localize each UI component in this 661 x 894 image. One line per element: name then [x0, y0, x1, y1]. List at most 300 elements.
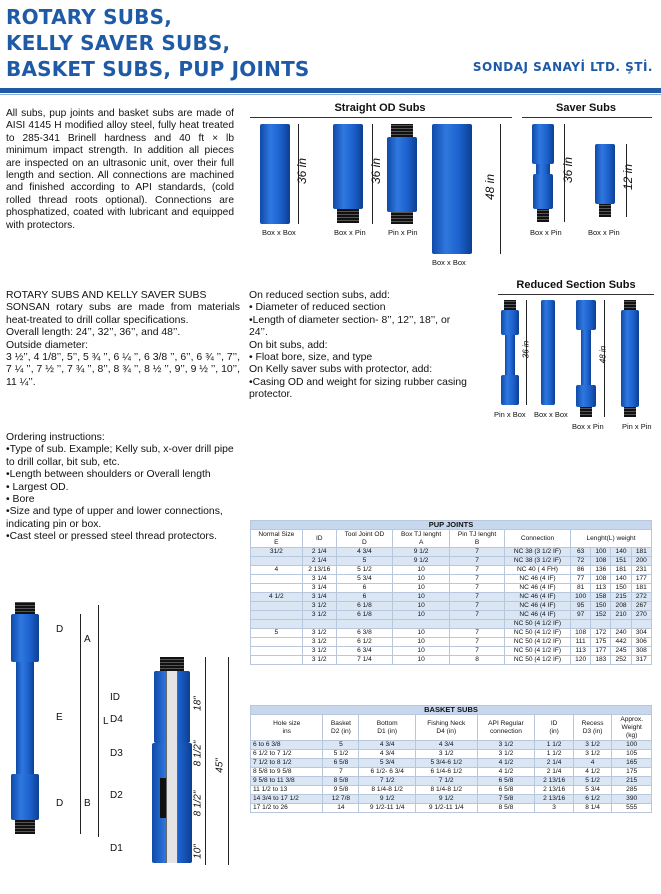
table-cell: 8 1/4-8 1/2 [416, 786, 478, 795]
table-cell: 2 1/4 [535, 759, 574, 768]
table-cell: 10 [393, 629, 450, 638]
table-cell: 9 1/2 [359, 795, 416, 804]
reduced-pipe [576, 300, 596, 330]
table-cell: NC 40 ( 4 FH) [504, 566, 570, 575]
table-cell: 6 3/8 [336, 629, 392, 638]
table-cell: 181 [611, 566, 631, 575]
table-cell: NC 46 (4 IF) [504, 611, 570, 620]
dim-D: D [56, 798, 64, 809]
table-cell: 6 1/2 [573, 795, 612, 804]
table-cell: 7 [450, 575, 505, 584]
table-cell: 6 [336, 593, 392, 602]
table-cell: 5 3/4-6 1/2 [416, 759, 478, 768]
pin-thread [599, 204, 611, 217]
table-cell: 10 [393, 611, 450, 620]
table-cell: 6 1/8 [336, 602, 392, 611]
table-cell: 308 [631, 647, 651, 656]
dim-label: 18" [192, 696, 204, 711]
dimension-line [98, 605, 99, 837]
table-cell: 208 [611, 602, 631, 611]
table-row [251, 548, 652, 557]
table-cell: 172 [591, 629, 611, 638]
table-cell: 285 [612, 786, 652, 795]
table-cell: 7 [450, 593, 505, 602]
table-cell: 111 [571, 638, 591, 647]
dim-A: A [84, 634, 91, 645]
rotary-line: 3 ½’’, 4 1/8’’, 5’’, 5 ¾ ’’, 6 ¼ ’’, 6 3/8 ’’, 6’’, 6 ¾ ’’, 7’’, 7 ¼ ’’, 7 ½ ’’, 7 ¾ ’’, 8’’, 8 ¾ ’’, 8 ½ ’’, 9’’, 9 ½ ’’, 10’’, 11 ¼’’. [6, 352, 240, 388]
table-cell: 272 [631, 593, 651, 602]
note-line: On Kelly saver subs with protector, add: [249, 364, 433, 376]
table-cell: NC 46 (4 IF) [504, 575, 570, 584]
dim-label: 8 1/2" [192, 790, 204, 817]
table-cell: 97 [571, 611, 591, 620]
table-cell: NC 50 (4 1/2 IF) [504, 656, 570, 665]
table-cell: 86 [571, 566, 591, 575]
table-row [251, 750, 652, 759]
rotary-section [6, 290, 240, 389]
table-cell: 10 [393, 575, 450, 584]
reduced-pipe [501, 310, 519, 335]
table-row [251, 566, 652, 575]
title-line: ROTARY SUBS, [6, 5, 173, 29]
table-cell: NC 38 (3 1/2 IF) [504, 557, 570, 566]
pipe-box-box [260, 124, 290, 224]
table-cell: 3 1/4 [302, 593, 336, 602]
table-cell [450, 620, 505, 629]
reduced-pipe-box-box [541, 300, 555, 405]
table-title: PUP JOINTS [251, 521, 652, 530]
table-cell: 14 [323, 804, 359, 813]
table-cell: 10 [393, 584, 450, 593]
table-cell: 4 1/2 [477, 768, 535, 777]
table-cell: 5 3/4 [336, 575, 392, 584]
title-line: BASKET SUBS, PUP JOINTS [6, 57, 310, 81]
table-cell: 4 3/4 [359, 741, 416, 750]
table-cell: 2 1/4 [302, 557, 336, 566]
table-cell: 4 3/4 [416, 741, 478, 750]
table-cell: 6 3/4 [336, 647, 392, 656]
table-cell: 108 [591, 557, 611, 566]
table-cell: NC 46 (4 IF) [504, 584, 570, 593]
table-cell: 152 [591, 611, 611, 620]
table-cell: 7 [450, 647, 505, 656]
dim-label: 36 in [561, 156, 575, 184]
table-cell: 2 13/16 [535, 795, 574, 804]
table-cell: 7 1/2 [359, 777, 416, 786]
table-cell: 6 1/2- 6 3/4 [359, 768, 416, 777]
table-cell: 7 [450, 611, 505, 620]
table-cell: 3 1/2 [573, 750, 612, 759]
table-cell: API Regular connection [477, 715, 535, 741]
dim-label: 8 1/2" [192, 740, 204, 767]
table-cell: 140 [611, 575, 631, 584]
table-cell: 5 [336, 557, 392, 566]
table-cell: Approx. Weight (kg) [612, 715, 652, 741]
dim-D4: D4 [110, 714, 123, 725]
pin-thread [537, 209, 549, 222]
table-row [251, 768, 652, 777]
table-cell: 3 [535, 804, 574, 813]
dim-label: 48 in [598, 345, 608, 364]
ordering-item: •Size and type of upper and lower connections, indicating pin or box. [6, 506, 223, 530]
reduced-pipe [501, 375, 519, 405]
dim-D2: D2 [110, 790, 123, 801]
rotary-line: Outside diameter: [6, 339, 89, 351]
table-cell: 3 1/2 [302, 656, 336, 665]
table-cell: Bottom D1 (in) [359, 715, 416, 741]
table-cell [631, 620, 651, 629]
table-cell: 11 1/2 to 13 [251, 786, 323, 795]
ordering-section [6, 432, 240, 544]
table-cell: NC 46 (4 IF) [504, 593, 570, 602]
table-cell: 9 1/2-11 1/4 [359, 804, 416, 813]
table-cell: NC 50 (4 1/2 IF) [504, 629, 570, 638]
pin-thread [580, 407, 592, 417]
table-cell: 2 13/16 [535, 777, 574, 786]
table-cell: 136 [591, 566, 611, 575]
table-row [251, 759, 652, 768]
dim-D: D [56, 624, 64, 635]
reduced-pipe-pin-pin [621, 310, 639, 407]
dim-label: 36 in [295, 157, 309, 185]
table-row [251, 647, 652, 656]
table-cell: 100 [591, 548, 611, 557]
table-cell [611, 620, 631, 629]
caption: Box x Box [534, 410, 568, 419]
table-row [251, 629, 652, 638]
straight-od-rule [250, 117, 512, 118]
pipe-box-box-48 [432, 124, 472, 254]
table-cell: 555 [612, 804, 652, 813]
table-cell: Pin TJ lenght B [450, 530, 505, 548]
table-body [251, 548, 652, 665]
table-cell: 113 [571, 647, 591, 656]
table-cell: 2 1/4 [535, 768, 574, 777]
table-cell: 8 5/8 [477, 804, 535, 813]
table-cell: 181 [631, 548, 651, 557]
reduced-pipe [576, 385, 596, 407]
table-cell [251, 620, 303, 629]
ordering-title: Ordering instructions: [6, 432, 105, 443]
table-cell: NC 50 (4 1/2 IF) [504, 647, 570, 656]
basket-slot [160, 778, 166, 818]
table-cell: NC 50 (4 1/2 IF) [504, 638, 570, 647]
table-header-row [251, 715, 652, 741]
table-cell: Lenght(L) weight [571, 530, 652, 548]
table-cell: 113 [591, 584, 611, 593]
intro-text: All subs, pup joints and basket subs are made of AISI 4145 H modified alloy steel, fully heat treated to 285-341 Brinell hardness and 40 ft × lb minimum impact strength. In addition all pieces are inspected on an ultrasonic unit, over their full length and section. All connections are machined and finished according to API standards, (cold rolled thread roots optional). Connections are phosphatized, coated with lubricant and equipped with protectors. [6, 108, 234, 231]
table-cell [251, 584, 303, 593]
table-cell: 304 [631, 629, 651, 638]
table-cell: Hole size ins [251, 715, 323, 741]
table-cell: 100 [612, 741, 652, 750]
pup-joints-table [250, 520, 652, 665]
header-divider-thin [0, 94, 661, 95]
table-cell: 9 1/2 [416, 795, 478, 804]
note-line: • Diameter of reduced section [249, 302, 386, 314]
table-cell: 105 [612, 750, 652, 759]
reduced-notes [249, 290, 471, 402]
table-cell: 2 13/16 [535, 786, 574, 795]
table-cell: 151 [611, 557, 631, 566]
straight-od-title: Straight OD Subs [334, 102, 426, 114]
table-cell: 7 [323, 768, 359, 777]
caption: Box x Pin [530, 228, 562, 237]
table-cell: 8 5/8 [323, 777, 359, 786]
table-cell: 12 7/8 [323, 795, 359, 804]
reduced-rule [498, 294, 654, 295]
dim-D1: D1 [110, 843, 123, 854]
caption: Box x Pin [588, 228, 620, 237]
table-cell: 231 [631, 566, 651, 575]
table-row [251, 611, 652, 620]
table-cell: 100 [571, 593, 591, 602]
table-cell [336, 620, 392, 629]
dim-label: 36 in [521, 340, 531, 359]
pipe-pin-pin [387, 137, 417, 212]
rotary-line: Overall length: 24’’, 32’’, 36’’, and 48’’. [6, 327, 181, 339]
table-cell: 7 5/8 [477, 795, 535, 804]
table-cell: 3 1/2 [302, 602, 336, 611]
table-cell: 108 [571, 629, 591, 638]
pin-thread [391, 212, 413, 224]
table-cell: 181 [631, 584, 651, 593]
table-cell: 150 [611, 584, 631, 593]
pin-thread [391, 124, 413, 137]
dimension-line [500, 124, 501, 254]
table-cell: 5 3/4 [359, 759, 416, 768]
dimension-line [80, 614, 81, 834]
table-cell: 5 3/4 [573, 786, 612, 795]
note-line: •Length of diameter section- 8’’, 12’’, 18’’, or 24’’. [249, 314, 451, 339]
table-cell: 8 1/4-8 1/2 [359, 786, 416, 795]
table-cell: 3 1/2 [477, 741, 535, 750]
table-cell: 10 [393, 656, 450, 665]
table-cell: 7 [450, 566, 505, 575]
table-cell [251, 575, 303, 584]
table-cell: 1 1/2 [535, 741, 574, 750]
table-header [251, 715, 652, 741]
pin-thread [337, 209, 359, 223]
table-cell: 5 [323, 741, 359, 750]
dimension-line [228, 657, 229, 865]
saver-pipe-neck [536, 164, 550, 174]
table-row [251, 741, 652, 750]
table-cell: 95 [571, 602, 591, 611]
table-cell: 215 [612, 777, 652, 786]
ordering-item: • Bore [6, 494, 35, 506]
table-cell: 9 5/8 [323, 786, 359, 795]
ordering-item: •Length between shoulders or Overall length [6, 469, 211, 481]
table-cell: 7 1/2 [416, 777, 478, 786]
table-row [251, 786, 652, 795]
table-cell [251, 647, 303, 656]
caption: Box x Box [432, 258, 466, 267]
table-cell: 31/2 [251, 548, 303, 557]
table-cell: 7 [450, 638, 505, 647]
table-cell: 7 1/4 [336, 656, 392, 665]
table-cell: 8 [450, 656, 505, 665]
pin-thread [504, 300, 516, 310]
dim-B: B [84, 798, 91, 809]
rotary-heading: ROTARY SUBS AND KELLY SAVER SUBS [6, 290, 207, 301]
table-cell: 7 [450, 602, 505, 611]
table-cell: 108 [591, 575, 611, 584]
table-cell: 9 1/2 [393, 557, 450, 566]
table-cell: 3 1/2 [573, 741, 612, 750]
table-cell: 3 1/4 [302, 575, 336, 584]
note-line: • Float bore, size, and type [249, 352, 373, 364]
table-cell: 10 [393, 566, 450, 575]
title-line: KELLY SAVER SUBS, [6, 31, 231, 55]
table-cell: 3 1/2 [302, 629, 336, 638]
table-row [251, 620, 652, 629]
table-cell: 2 13/16 [302, 566, 336, 575]
table-cell: 3 1/2 [302, 638, 336, 647]
caption: Pin x Pin [388, 228, 418, 237]
caption: Pin x Box [494, 410, 526, 419]
table-cell: 177 [631, 575, 651, 584]
table-cell: 175 [612, 768, 652, 777]
pin-thread [15, 602, 35, 614]
saver-pipe-lower [533, 174, 553, 209]
table-row [251, 804, 652, 813]
note-line: On bit subs, add: [249, 339, 328, 351]
table-cell: 10 [393, 593, 450, 602]
table-cell: 165 [612, 759, 652, 768]
table-cell: 6 1/2 [336, 638, 392, 647]
table-cell: 7 [450, 548, 505, 557]
table-cell: 17 1/2 to 26 [251, 804, 323, 813]
table-cell: 5 1/2 [573, 777, 612, 786]
pin-thread [624, 300, 636, 310]
table-cell [571, 620, 591, 629]
table-cell: 175 [591, 638, 611, 647]
table-cell: 6 1/2 to 7 1/2 [251, 750, 323, 759]
reduced-pipe-neck [581, 330, 591, 385]
dim-label: 45" [214, 758, 226, 773]
table-cell: 240 [611, 629, 631, 638]
table-cell: 4 [251, 566, 303, 575]
table-row [251, 602, 652, 611]
table-cell: Recess D3 (in) [573, 715, 612, 741]
table-cell: ID [302, 530, 336, 548]
table-cell: 10 [393, 602, 450, 611]
page-title [6, 4, 310, 82]
caption: Box x Pin [572, 422, 604, 431]
table-cell: 8 5/8 to 9 5/8 [251, 768, 323, 777]
table-cell: 3 1/2 [302, 647, 336, 656]
table-cell: 120 [571, 656, 591, 665]
reduced-subs-title: Reduced Section Subs [516, 279, 636, 291]
table-cell: 140 [611, 548, 631, 557]
table-cell: 9 1/2 [393, 548, 450, 557]
caption: Pin x Pin [622, 422, 652, 431]
table-cell: 200 [631, 557, 651, 566]
basket-subs-table [250, 705, 652, 813]
table-cell: 3 1/2 [302, 611, 336, 620]
table-cell: 7 [450, 629, 505, 638]
note-line: •Casing OD and weight for sizing rubber casing protector. [249, 376, 467, 401]
table-row [251, 593, 652, 602]
tool-joint-pin [11, 774, 39, 820]
table-cell: 317 [631, 656, 651, 665]
table-cell: 72 [571, 557, 591, 566]
table-cell: 7 [450, 584, 505, 593]
table-cell: 267 [631, 602, 651, 611]
table-row [251, 575, 652, 584]
table-row [251, 795, 652, 804]
table-cell: 14 3/4 to 17 1/2 [251, 795, 323, 804]
table-cell: 6 1/8 [336, 611, 392, 620]
table-title: BASKET SUBS [251, 706, 652, 715]
saver-pipe-upper [532, 124, 554, 164]
table-cell: 8 1/4 [573, 804, 612, 813]
dim-L: L [103, 716, 109, 727]
table-row [251, 638, 652, 647]
bore-section [166, 671, 178, 863]
table-header-row [251, 530, 652, 548]
table-cell [251, 557, 303, 566]
table-cell: Box TJ lenght A [393, 530, 450, 548]
table-cell: 270 [631, 611, 651, 620]
table-cell: 9 5/8 to 11 3/8 [251, 777, 323, 786]
table-cell: 177 [591, 647, 611, 656]
table-cell: NC 50 (4 1/2 IF) [504, 620, 570, 629]
table-cell: 10 [393, 638, 450, 647]
table-cell: 245 [611, 647, 631, 656]
table-cell: 158 [591, 593, 611, 602]
table-cell: Basket D2 (in) [323, 715, 359, 741]
dim-ID: ID [110, 692, 120, 703]
saver-subs-title: Saver Subs [556, 102, 616, 114]
table-cell: 442 [611, 638, 631, 647]
table-row [251, 656, 652, 665]
dim-E: E [56, 712, 63, 723]
table-row [251, 584, 652, 593]
caption: Box x Pin [334, 228, 366, 237]
table-cell: 4 [573, 759, 612, 768]
table-cell: 6 to 6 3/8 [251, 741, 323, 750]
table-cell: 4 1/2 [251, 593, 303, 602]
header-divider [0, 88, 661, 93]
table-cell: 6 5/8 [477, 786, 535, 795]
pipe-body [16, 662, 34, 774]
table-row [251, 557, 652, 566]
table-cell [302, 620, 336, 629]
table-cell [251, 611, 303, 620]
ordering-item: •Cast steel or pressed steel thread protectors. [6, 531, 217, 543]
table-cell: 3 1/2 [416, 750, 478, 759]
pin-thread [624, 407, 636, 417]
table-cell [251, 638, 303, 647]
caption: Box x Box [262, 228, 296, 237]
table-cell: 306 [631, 638, 651, 647]
table-cell: 183 [591, 656, 611, 665]
table-cell: Connection [504, 530, 570, 548]
pipe-box-pin [333, 124, 363, 209]
table-cell: 2 1/4 [302, 548, 336, 557]
table-cell: 9 1/2-11 1/4 [416, 804, 478, 813]
table-cell: Tool Joint OD D [336, 530, 392, 548]
table-cell: 210 [611, 611, 631, 620]
dim-label: 36 in [369, 157, 383, 185]
table-cell [591, 620, 611, 629]
table-header [251, 530, 652, 548]
dim-D3: D3 [110, 748, 123, 759]
table-cell: NC 38 (3 1/2 IF) [504, 548, 570, 557]
table-cell: 150 [591, 602, 611, 611]
